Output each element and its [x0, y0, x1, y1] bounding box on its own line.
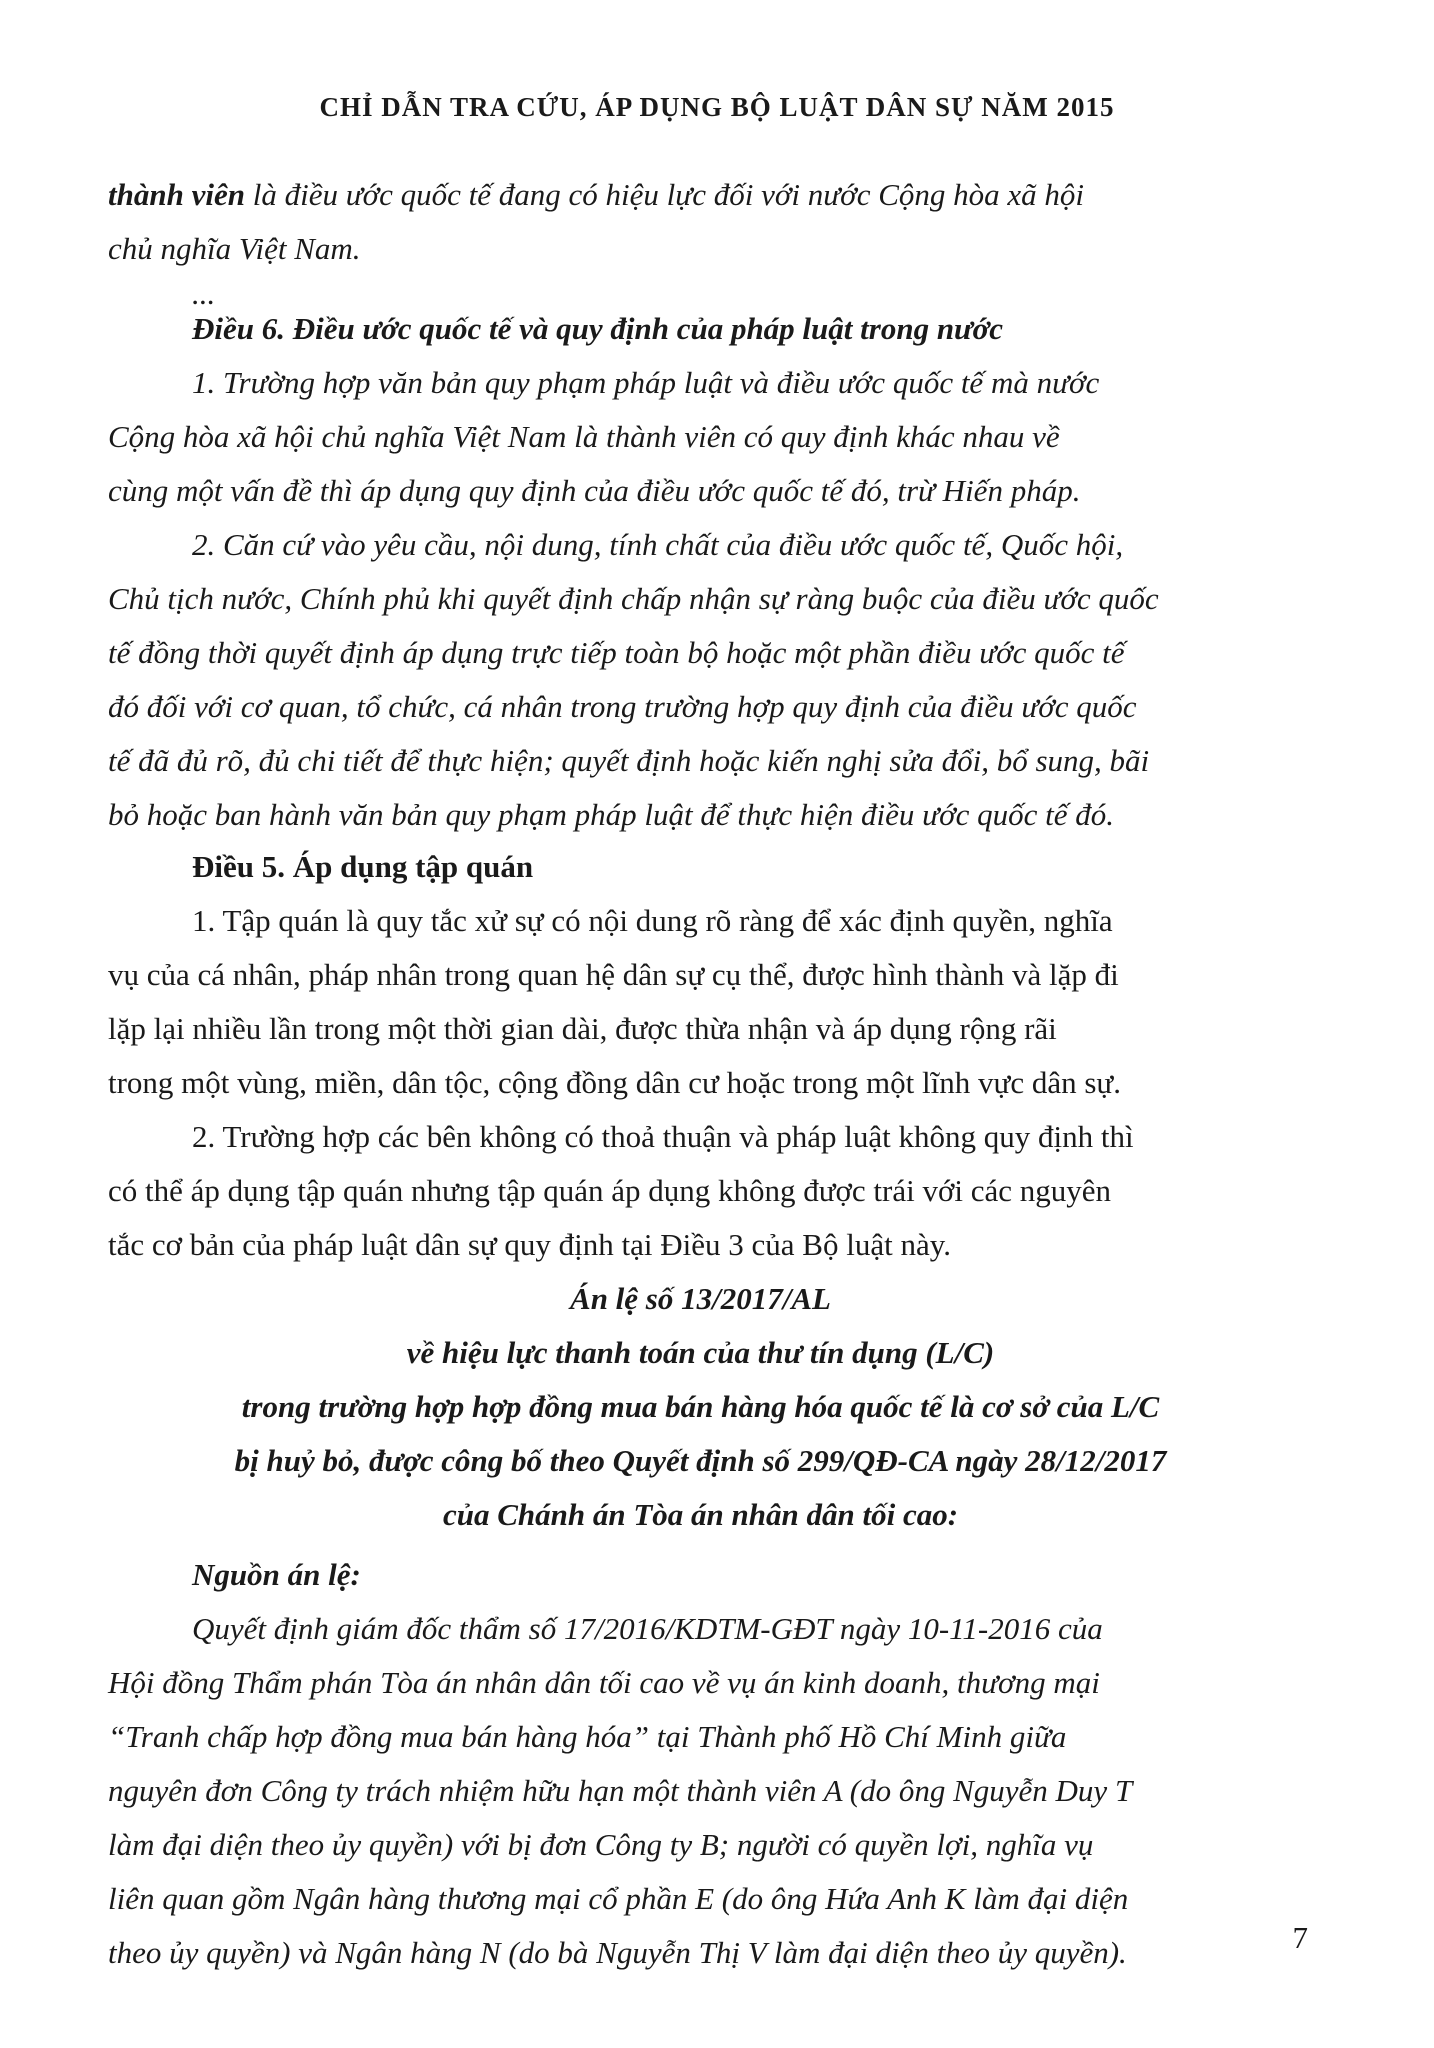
- article-6-p1-line: 1. Trường hợp văn bản quy phạm pháp luật và điều ước quốc tế mà nước: [192, 365, 1100, 400]
- precedent-source-line: làm đại diện theo ủy quyền) với bị đơn Công ty B; người có quyền lợi, nghĩa vụ: [108, 1827, 1094, 1862]
- article-5-p1-line: vụ của cá nhân, pháp nhân trong quan hệ dân sự cụ thể, được hình thành và lặp đi: [108, 957, 1119, 992]
- precedent-source-line: Hội đồng Thẩm phán Tòa án nhân dân tối cao về vụ án kinh doanh, thương mại: [108, 1665, 1100, 1700]
- article-6-p1-line: Cộng hòa xã hội chủ nghĩa Việt Nam là thành viên có quy định khác nhau về: [108, 419, 1060, 454]
- precedent-source: [108, 1548, 1293, 1980]
- running-header: CHỈ DẪN TRA CỨU, ÁP DỤNG BỘ LUẬT DÂN SỰ NĂM 2015: [319, 92, 1115, 122]
- precedent-source-line: theo ủy quyền) và Ngân hàng N (do bà Nguyễn Thị V làm đại diện theo ủy quyền).: [108, 1935, 1127, 1970]
- article-6-p2-line: tế đã đủ rõ, đủ chi tiết để thực hiện; quyết định hoặc kiến nghị sửa đổi, bổ sung, bãi: [108, 743, 1150, 778]
- precedent-source-line: Quyết định giám đốc thẩm số 17/2016/KDTM-GĐT ngày 10-11-2016 của: [192, 1611, 1103, 1646]
- precedent-source-line: nguyên đơn Công ty trách nhiệm hữu hạn một thành viên A (do ông Nguyễn Duy T: [108, 1773, 1133, 1808]
- intro-ellipsis: ...: [192, 276, 216, 311]
- article-6-p2-line: tế đồng thời quyết định áp dụng trực tiếp toàn bộ hoặc một phần điều ước quốc tế: [108, 635, 1125, 670]
- precedent-title-line: về hiệu lực thanh toán của thư tín dụng (L/C): [406, 1335, 995, 1370]
- article-6-p2-line: đó đối với cơ quan, tổ chức, cá nhân trong trường hợp quy định của điều ước quốc: [108, 689, 1137, 724]
- article-6-p2-line: Chủ tịch nước, Chính phủ khi quyết định chấp nhận sự ràng buộc của điều ước quốc: [108, 581, 1159, 616]
- article-5-p1-line: trong một vùng, miền, dân tộc, cộng đồng dân cư hoặc trong một lĩnh vực dân sự.: [108, 1065, 1121, 1100]
- article-6-p2-line: 2. Căn cứ vào yêu cầu, nội dung, tính chất của điều ước quốc tế, Quốc hội,: [192, 527, 1124, 562]
- article-6-p2-line: bỏ hoặc ban hành văn bản quy phạm pháp luật để thực hiện điều ước quốc tế đó.: [108, 797, 1115, 832]
- article-5: [108, 840, 1293, 1272]
- intro-line-2: chủ nghĩa Việt Nam.: [108, 231, 361, 266]
- article-5-heading: Điều 5. Áp dụng tập quán: [192, 849, 534, 884]
- precedent-title: [108, 1272, 1293, 1542]
- article-6-p1-line: cùng một vấn đề thì áp dụng quy định của điều ước quốc tế đó, trừ Hiến pháp.: [108, 473, 1081, 508]
- article-5-p1-line: 1. Tập quán là quy tắc xử sự có nội dung rõ ràng để xác định quyền, nghĩa: [192, 903, 1113, 938]
- precedent-title-line: bị huỷ bỏ, được công bố theo Quyết định số 299/QĐ-CA ngày 28/12/2017: [234, 1443, 1167, 1478]
- article-5-p2-line: có thể áp dụng tập quán nhưng tập quán áp dụng không được trái với các nguyên: [108, 1173, 1112, 1208]
- page-number: 7: [1292, 1920, 1308, 1955]
- precedent-title-line: của Chánh án Tòa án nhân dân tối cao:: [442, 1497, 959, 1532]
- article-6-heading: Điều 6. Điều ước quốc tế và quy định của pháp luật trong nước: [192, 311, 1004, 346]
- precedent-source-line: “Tranh chấp hợp đồng mua bán hàng hóa” tại Thành phố Hồ Chí Minh giữa: [108, 1719, 1067, 1754]
- article-5-p1-line: lặp lại nhiều lần trong một thời gian dài, được thừa nhận và áp dụng rộng rãi: [108, 1011, 1057, 1046]
- precedent-source-heading: Nguồn án lệ:: [192, 1557, 361, 1592]
- intro-block: [108, 168, 1293, 312]
- article-5-p2-line: 2. Trường hợp các bên không có thoả thuận và pháp luật không quy định thì: [192, 1119, 1134, 1154]
- intro-line-1: [108, 168, 1293, 222]
- precedent-source-line: liên quan gồm Ngân hàng thương mại cổ phần E (do ông Hứa Anh K làm đại diện: [108, 1881, 1129, 1916]
- precedent-title-line: Án lệ số 13/2017/AL: [570, 1281, 831, 1316]
- precedent-title-line: trong trường hợp hợp đồng mua bán hàng hóa quốc tế là cơ sở của L/C: [241, 1389, 1160, 1424]
- article-5-p2-line: tắc cơ bản của pháp luật dân sự quy định tại Điều 3 của Bộ luật này.: [108, 1227, 951, 1262]
- article-6: [108, 302, 1293, 842]
- intro-line-1-text: là điều ước quốc tế đang có hiệu lực đối với nước Cộng hòa xã hội: [244, 177, 1084, 212]
- intro-bold-term: thành viên: [108, 177, 245, 212]
